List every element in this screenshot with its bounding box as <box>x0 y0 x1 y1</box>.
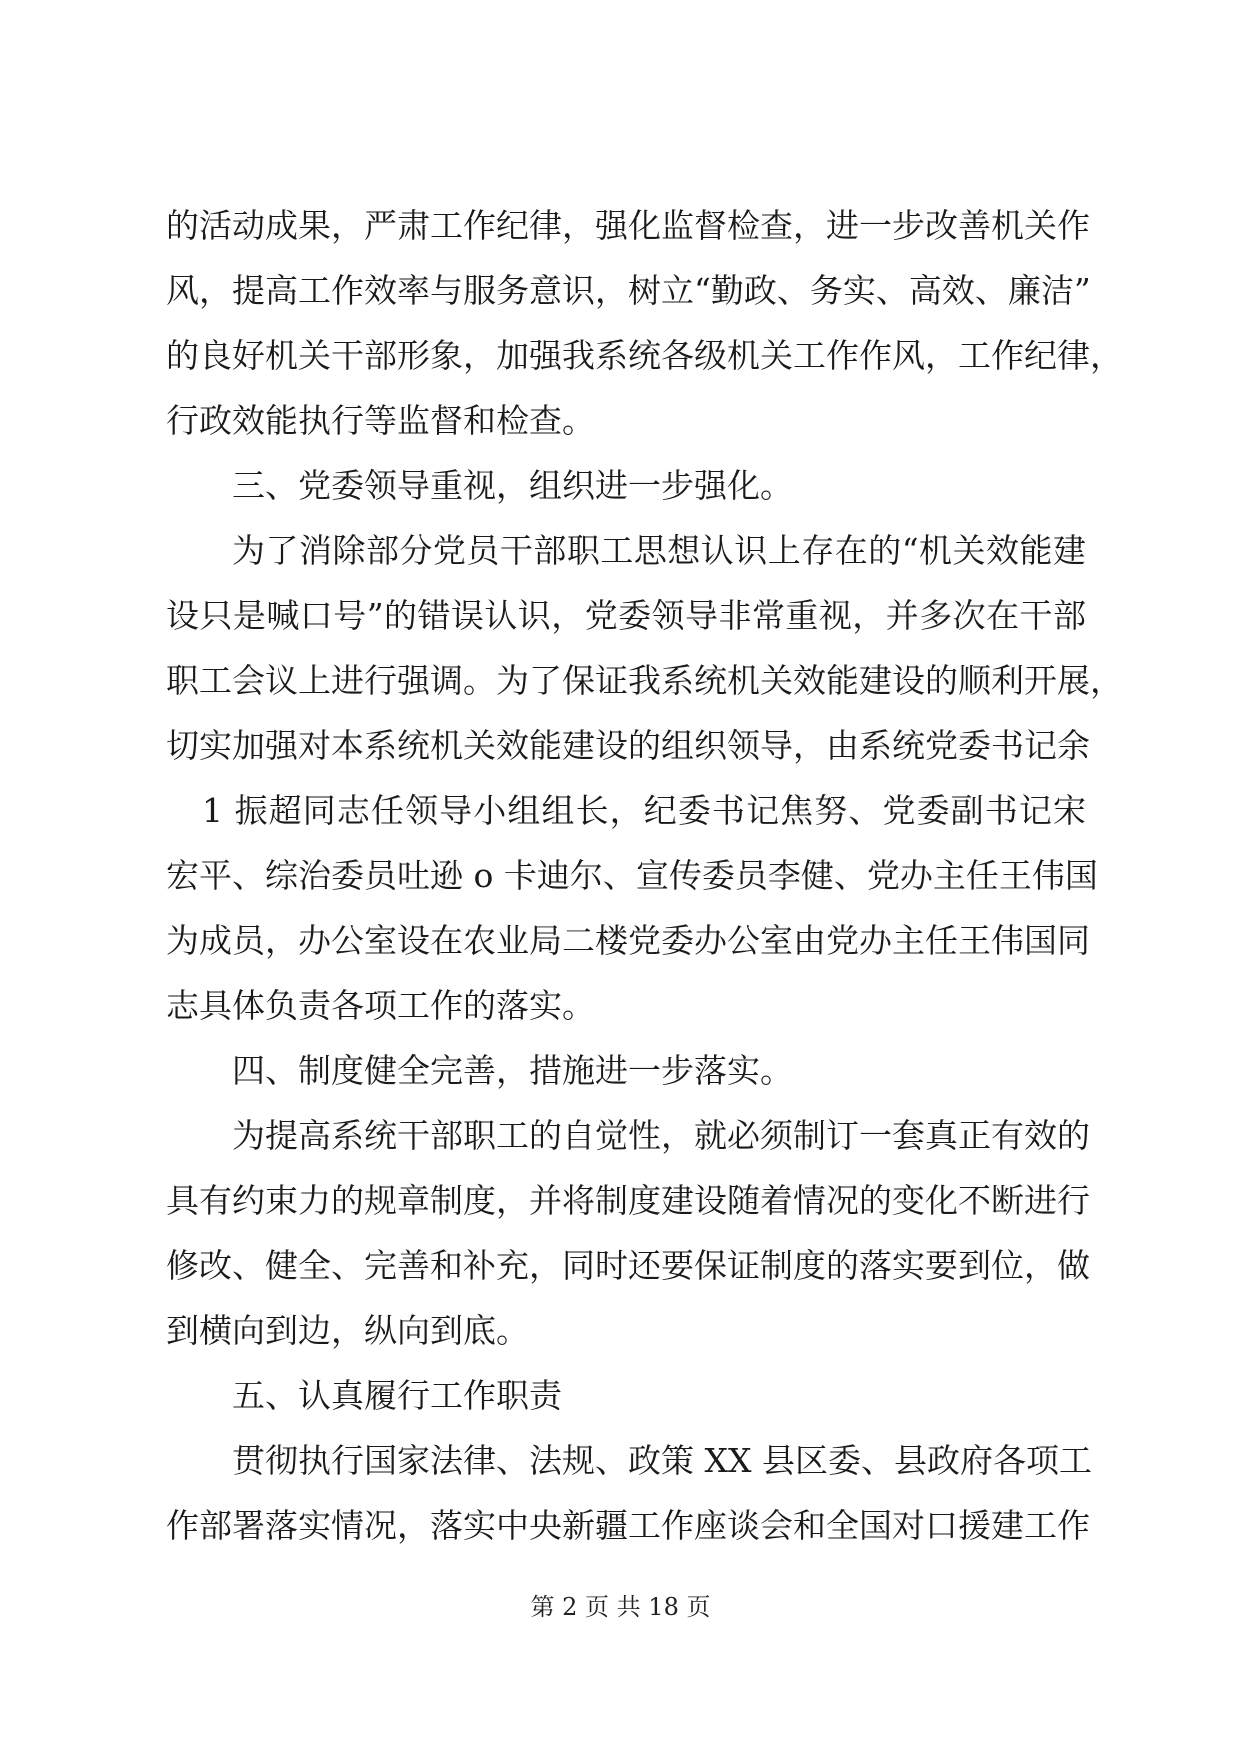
body-text <box>166 202 1123 1567</box>
text-line: 风，提高工作效率与服务意识，树立“勤政、务实、高效、廉洁” <box>166 271 1091 310</box>
text-line: 修改、健全、完善和补充，同时还要保证制度的落实要到位，做 <box>166 1246 1090 1285</box>
text-line: 行政效能执行等监督和检查。 <box>166 401 595 440</box>
text-line: 为提高系统干部职工的自觉性，就必须制订一套真正有效的 <box>232 1116 1090 1155</box>
text-line: 宏平、综治委员吐逊 o 卡迪尔、宣传委员李健、党办主任王伟国 <box>166 856 1098 895</box>
text-line: 为了消除部分党员干部职工思想认识上存在的“机关效能建 <box>232 531 1086 570</box>
text-line: 为成员，办公室设在农业局二楼党委办公室由党办主任王伟国同 <box>166 921 1090 960</box>
text-line: 作部署落实情况，落实中央新疆工作座谈会和全国对口援建工作 <box>166 1506 1090 1545</box>
text-line: 切实加强对本系统机关效能建设的组织领导，由系统党委书记余 <box>166 726 1090 765</box>
text-line: 志具体负责各项工作的落实。 <box>166 986 595 1025</box>
text-line: 1 振超同志任领导小组组长，纪委书记焦努、党委副书记宋 <box>202 791 1086 830</box>
section-heading: 三、党委领导重视，组织进一步强化。 <box>232 466 793 505</box>
text-line: 设只是喊口号”的错误认识，党委领导非常重视，并多次在干部 <box>166 596 1086 635</box>
text-line: 到横向到边，纵向到底。 <box>166 1311 529 1350</box>
text-line: 具有约束力的规章制度，并将制度建设随着情况的变化不断进行 <box>166 1181 1090 1220</box>
text-line: 职工会议上进行强调。为了保证我系统机关效能建设的顺利开展， <box>166 661 1123 700</box>
text-line: 贯彻执行国家法律、法规、政策 XX 县区委、县政府各项工 <box>232 1441 1092 1480</box>
section-heading: 五、认真履行工作职责 <box>232 1376 562 1415</box>
text-line: 的活动成果，严肃工作纪律，强化监督检查，进一步改善机关作 <box>166 206 1090 245</box>
text-line: 的良好机关干部形象，加强我系统各级机关工作作风，工作纪律， <box>166 336 1123 375</box>
section-heading: 四、制度健全完善，措施进一步落实。 <box>232 1051 793 1090</box>
page-footer: 第 2 页 共 18 页 <box>530 1593 711 1621</box>
